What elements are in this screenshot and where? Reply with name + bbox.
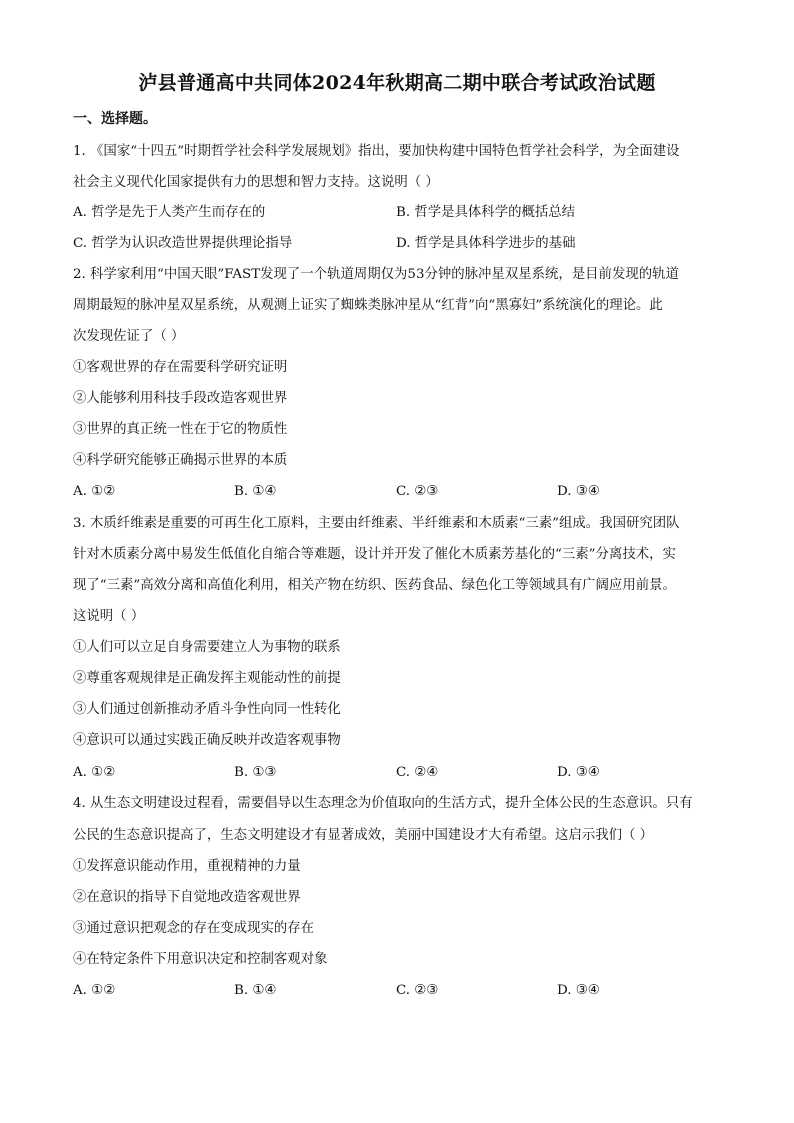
question-2-option-a: A. ①② (73, 484, 116, 499)
question-1-stem-line-1: 1. 《国家“十四五”时期哲学社会科学发展规划》指出，要加快构建中国特色哲学社会科学，为全面建设 (73, 144, 680, 159)
question-3-option-c: C. ②④ (396, 765, 439, 780)
question-4-option-a: A. ①② (73, 983, 116, 998)
question-4-statement-4: ④在特定条件下用意识决定和控制客观对象 (73, 952, 328, 967)
question-4-stem-line-2: 公民的生态意识提高了，生态文明建设才有显著成效，美丽中国建设才大有希望。这启示我们（ ） (73, 828, 654, 843)
question-3-stem-line-4: 这说明（ ） (73, 609, 145, 624)
question-3-option-a: A. ①② (73, 765, 116, 780)
question-1-stem-line-2: 社会主义现代化国家提供有力的思想和智力支持。这说明（ ） (73, 175, 439, 190)
question-2-stem-line-1: 2. 科学家利用“中国天眼”FAST发现了一个轨道周期仅为53分钟的脉冲星双星系统，是目前发现的轨道 (73, 267, 679, 282)
question-2-option-d: D. ③④ (557, 484, 600, 499)
question-3-statement-1: ①人们可以立足自身需要建立人为事物的联系 (73, 640, 341, 655)
exam-title: 泸县普通高中共同体2024年秋期高二期中联合考试政治试题 (138, 72, 656, 94)
question-1-option-c: C. 哲学为认识改造世界提供理论指导 (73, 236, 293, 251)
question-2-option-c: C. ②③ (396, 484, 439, 499)
question-2-option-b: B. ①④ (234, 484, 277, 499)
question-3-statement-3: ③人们通过创新推动矛盾斗争性向同一性转化 (73, 702, 341, 717)
question-3-stem-line-2: 针对木质素分离中易发生低值化自缩合等难题，设计并开发了催化木质素芳基化的“三素”分离技术，实 (73, 547, 676, 562)
question-3-stem-line-3: 现了“三素”高效分离和高值化利用，相关产物在纺织、医药食品、绿色化工等领域具有广阔应用前景。 (73, 578, 676, 593)
question-3-option-d: D. ③④ (557, 765, 600, 780)
section-heading: 一、选择题。 (73, 111, 157, 127)
question-2-statement-3: ③世界的真正统一性在于它的物质性 (73, 422, 288, 437)
question-2-statement-4: ④科学研究能够正确揭示世界的本质 (73, 453, 288, 468)
question-4-statement-3: ③通过意识把观念的存在变成现实的存在 (73, 921, 315, 936)
question-1-option-a: A. 哲学是先于人类产生而存在的 (73, 205, 266, 220)
question-4-statement-2: ②在意识的指导下自觉地改造客观世界 (73, 890, 301, 905)
question-4-statement-1: ①发挥意识能动作用，重视精神的力量 (73, 859, 301, 874)
question-3-option-b: B. ①③ (234, 765, 277, 780)
question-2-statement-1: ①客观世界的存在需要科学研究证明 (73, 360, 288, 375)
question-3-stem-line-1: 3. 木质纤维素是重要的可再生化工原料，主要由纤维素、半纤维素和木质素“三素”组成。我国研究团队 (73, 516, 680, 531)
question-3-statement-4: ④意识可以通过实践正确反映并改造客观事物 (73, 733, 341, 748)
question-4-option-b: B. ①④ (234, 983, 277, 998)
question-1-option-b: B. 哲学是具体科学的概括总结 (396, 205, 576, 220)
question-4-option-c: C. ②③ (396, 983, 439, 998)
question-1-option-d: D. 哲学是具体科学进步的基础 (396, 236, 576, 251)
question-3-statement-2: ②尊重客观规律是正确发挥主观能动性的前提 (73, 671, 341, 686)
question-4-stem-line-1: 4. 从生态文明建设过程看，需要倡导以生态理念为价值取向的生活方式，提升全体公民的生态意识。只有 (73, 796, 693, 811)
question-4-option-d: D. ③④ (557, 983, 600, 998)
question-2-statement-2: ②人能够利用科技手段改造客观世界 (73, 391, 288, 406)
question-2-stem-line-3: 次发现佐证了（ ） (73, 329, 185, 344)
question-2-stem-line-2: 周期最短的脉冲星双星系统，从观测上证实了蜘蛛类脉冲星从“红背”向“黑寡妇”系统演化的理论。此 (73, 298, 663, 313)
